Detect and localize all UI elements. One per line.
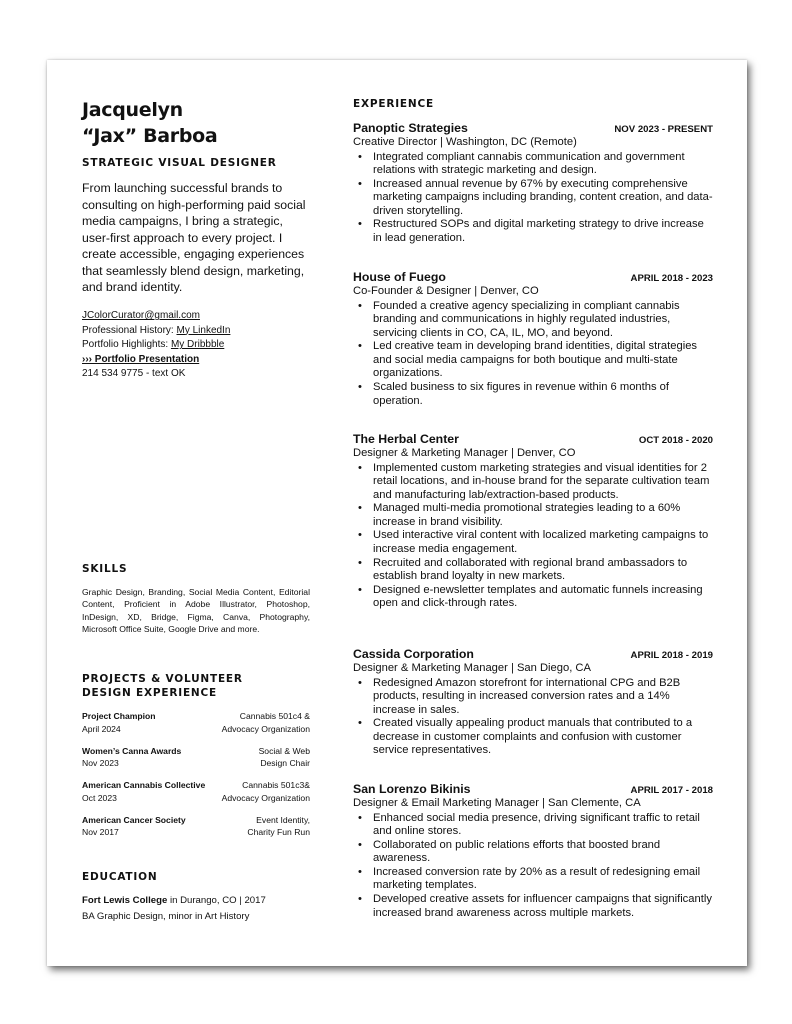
project-role-detail: Advocacy Organization (221, 723, 310, 734)
project-date: Nov 2023 (82, 758, 119, 769)
job-entry (353, 782, 713, 920)
project-role: Cannabis 501c3& (242, 780, 310, 790)
bullet-item: • Restructured SOPs and digital marketing strategy to drive increase in lead generation. (373, 218, 713, 245)
project-date: April 2024 (82, 723, 121, 734)
job-bullets (353, 151, 713, 246)
projects-heading-line-2: DESIGN EXPERIENCE (82, 687, 217, 699)
bullet-item: • Implemented custom marketing strategies and visual identities for 2 retail locations, and in-house brand for the separate cultivation team and manufacturing lab/extraction-based products. (373, 462, 713, 503)
job-bullets (353, 677, 713, 759)
project-role: Social & Web (258, 745, 310, 756)
bullet-item: • Used interactive viral content with localized marketing campaigns to increase media engagement. (373, 529, 713, 556)
project-role-detail: Design Chair (260, 758, 310, 769)
project-date: Oct 2023 (82, 792, 117, 803)
project-date: Nov 2017 (82, 827, 119, 838)
job-role: Co-Founder & Designer | Denver, CO (353, 285, 539, 297)
headline: STRATEGIC VISUAL DESIGNER (82, 157, 277, 169)
linkedin-link[interactable]: My LinkedIn (176, 324, 231, 336)
job-role: Creative Director | Washington, DC (Remote) (353, 136, 577, 148)
job-company: Panoptic Strategies (353, 121, 468, 135)
job-dates: APRIL 2017 - 2018 (630, 785, 713, 796)
bullet-item: • Integrated compliant cannabis communication and government relations with strategic marketing and design. (373, 151, 713, 178)
project-item (82, 745, 310, 780)
job-role: Designer & Marketing Manager | Denver, CO (353, 447, 576, 459)
job-company: San Lorenzo Bikinis (353, 782, 471, 796)
job-bullets (353, 462, 713, 612)
project-role-detail: Advocacy Organization (221, 792, 310, 803)
job-bullets (353, 812, 713, 921)
job-company: Cassida Corporation (353, 647, 474, 661)
project-title: American Cancer Society (82, 814, 186, 825)
project-role: Event Identity, (256, 814, 310, 825)
degree: BA Graphic Design, minor in Art History (82, 910, 250, 922)
bullet-item: • Developed creative assets for influencer campaigns that significantly increased brand awareness across multiple markets. (373, 893, 713, 920)
school-name: Fort Lewis College (82, 895, 168, 906)
projects-list (82, 710, 310, 848)
project-role-detail: Charity Fun Run (247, 827, 310, 838)
job-entry (353, 647, 713, 758)
job-role: Designer & Marketing Manager | San Diego, CA (353, 662, 591, 674)
bullet-item: • Scaled business to six figures in revenue within 6 months of operation. (373, 381, 713, 408)
job-entry (353, 270, 713, 408)
job-bullets (353, 300, 713, 409)
skills-text: Graphic Design, Branding, Social Media Content, Editorial Content, Proficient in Adobe Illustrator, Photoshop, InDesign, XD, Bridge, Figma, Canva, Photography, Microsoft Office Suite, Google Drive and more. (82, 587, 310, 634)
project-item (82, 710, 310, 745)
job-entry (353, 432, 713, 611)
projects-heading-line-1: PROJECTS & VOLUNTEER (82, 673, 243, 685)
bullet-item: • Founded a creative agency specializing in compliant cannabis branding and communications in highly regulated industries, servicing clients in CO, CA, IL, MO, and beyond. (373, 300, 713, 341)
job-dates: APRIL 2018 - 2023 (630, 273, 713, 284)
bullet-item: • Designed e-newsletter templates and automatic funnels increasing open and click-through rates. (373, 584, 713, 611)
bullet-item: • Enhanced social media presence, driving significant traffic to retail and online stores. (373, 812, 713, 839)
bullet-item: • Collaborated on public relations efforts that boosted brand awareness. (373, 839, 713, 866)
bullet-item: • Increased conversion rate by 20% as a result of redesigning email marketing templates. (373, 866, 713, 893)
contact-block (82, 309, 230, 382)
bullet-item: • Redesigned Amazon storefront for international CPG and B2B products, resulting in increased conversion rates and a 14% increase in sales. (373, 677, 713, 718)
email-link[interactable]: JColorCurator@gmail.com (82, 310, 200, 321)
candidate-name (82, 97, 217, 149)
projects-heading (82, 672, 243, 700)
project-title: Project Champion (82, 711, 156, 721)
job-dates: OCT 2018 - 2020 (638, 435, 713, 446)
project-role: Cannabis 501c4 & (239, 711, 310, 721)
job-company: House of Fuego (353, 270, 446, 284)
portfolio-label: Portfolio Highlights: (82, 339, 171, 351)
project-title: Women’s Canna Awards (82, 745, 182, 756)
bullet-item: • Created visually appealing product manuals that contributed to a decrease in customer complaints and confusion with customer service representatives. (373, 717, 713, 758)
bullet-item: • Managed multi-media promotional strategies leading to a 60% increase in brand visibility. (373, 502, 713, 529)
phone: 214 534 9775 - text OK (82, 368, 186, 380)
job-role: Designer & Email Marketing Manager | San Clemente, CA (353, 797, 641, 809)
bullet-item: • Led creative team in developing brand identities, digital strategies and social media campaigns for both boutique and multi-state organizations. (373, 340, 713, 381)
job-dates: APRIL 2018 - 2019 (630, 650, 713, 661)
project-item (82, 779, 310, 814)
education-block (82, 893, 266, 924)
job-company: The Herbal Center (353, 432, 459, 446)
experience-heading: EXPERIENCE (353, 98, 434, 110)
name-line-2: “Jax” Barboa (82, 125, 218, 147)
portfolio-presentation-link[interactable]: ››› Portfolio Presentation (82, 353, 200, 365)
education-heading: EDUCATION (82, 871, 158, 883)
bullet-item: • Increased annual revenue by 67% by executing comprehensive marketing campaigns including branding, content creation, and data-driven storytelling. (373, 178, 713, 219)
job-dates: NOV 2023 - PRESENT (614, 124, 713, 135)
dribbble-link[interactable]: My Dribbble (170, 339, 225, 351)
resume-page (47, 60, 747, 966)
summary: From launching successful brands to consulting on high-performing paid social media campaigns, I bring a strategic, user-first approach to every project. I create accessible, engaging experiences that seamlessly blend design, marketing, and brand identity. (82, 181, 306, 294)
history-label: Professional History: (82, 324, 177, 336)
skills-heading: SKILLS (82, 563, 128, 575)
project-title: American Cannabis Collective (82, 780, 206, 790)
bullet-item: • Recruited and collaborated with regional brand ambassadors to establish brand loyalty in new markets. (373, 557, 713, 584)
project-item (82, 814, 310, 849)
school-location: in Durango, CO | 2017 (167, 895, 266, 906)
name-line-1: Jacquelyn (82, 99, 183, 121)
job-entry (353, 121, 713, 246)
